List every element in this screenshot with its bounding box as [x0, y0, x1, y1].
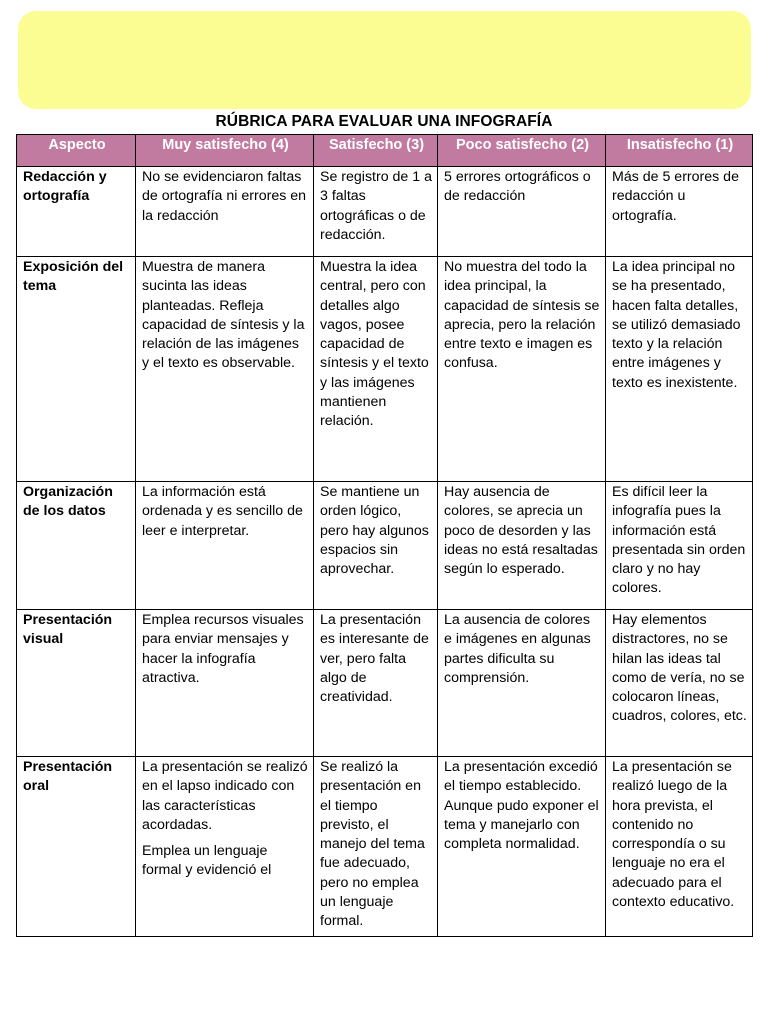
row-aspect: Presentación oral: [17, 757, 136, 937]
cell-muy-satisfecho: Emplea recursos visuales para enviar mensajes y hacer la infografía atractiva.: [136, 610, 314, 757]
cell-paragraph: La presentación se realizó en el lapso indicado con las características acordadas.: [142, 759, 308, 833]
cell-insatisfecho: La presentación se realizó luego de la hora prevista, el contenido no correspondía o su lenguaje no era el adecuado para el contexto educativo.: [606, 757, 753, 937]
cell-paragraph: Emplea un lenguaje formal y evidenció el: [142, 843, 272, 879]
rubric-table: [16, 134, 753, 937]
row-aspect: Exposición del tema: [17, 257, 136, 482]
cell-poco-satisfecho: No muestra del todo la idea principal, la capacidad de síntesis se aprecia, pero la relación entre texto e imagen es confusa.: [438, 257, 606, 482]
cell-satisfecho: Se realizó la presentación en el tiempo previsto, el manejo del tema fue adecuado, pero no emplea un lenguaje formal.: [314, 757, 438, 937]
header-banner: [18, 11, 751, 109]
cell-poco-satisfecho: 5 errores ortográficos o de redacción: [438, 167, 606, 257]
cell-muy-satisfecho: No se evidenciaron faltas de ortografía ni errores en la redacción: [136, 167, 314, 257]
header-muy-satisfecho: Muy satisfecho (4): [136, 135, 314, 167]
cell-insatisfecho: Más de 5 errores de redacción u ortografía.: [606, 167, 753, 257]
cell-insatisfecho: Hay elementos distractores, no se hilan las ideas tal como de vería, no se colocaron líneas, cuadros, colores, etc.: [606, 610, 753, 757]
cell-satisfecho: Muestra la idea central, pero con detalles algo vagos, posee capacidad de síntesis y el texto y las imágenes mantienen relación.: [314, 257, 438, 482]
table-row: [17, 610, 753, 757]
table-row: [17, 257, 753, 482]
table-row: [17, 757, 753, 937]
table-header-row: [17, 135, 753, 167]
cell-poco-satisfecho: Hay ausencia de colores, se aprecia un poco de desorden y las ideas no está resaltadas según lo esperado.: [438, 482, 606, 610]
row-aspect: Organización de los datos: [17, 482, 136, 610]
page-title: RÚBRICA PARA EVALUAR UNA INFOGRAFÍA: [215, 113, 553, 130]
row-aspect: Presentación visual: [17, 610, 136, 757]
header-insatisfecho: Insatisfecho (1): [606, 135, 753, 167]
cell-insatisfecho: Es difícil leer la infografía pues la información está presentada sin orden claro y no hay colores.: [606, 482, 753, 610]
cell-muy-satisfecho: Muestra de manera sucinta las ideas planteadas. Refleja capacidad de síntesis y la relación de las imágenes y el texto es observable.: [136, 257, 314, 482]
table-row: [17, 167, 753, 257]
cell-muy-satisfecho: La información está ordenada y es sencillo de leer e interpretar.: [136, 482, 314, 610]
cell-insatisfecho: La idea principal no se ha presentado, hacen falta detalles, se utilizó demasiado texto y la relación entre imágenes y texto es inexistente.: [606, 257, 753, 482]
cell-muy-satisfecho: [136, 757, 314, 937]
cell-poco-satisfecho: La ausencia de colores e imágenes en algunas partes dificulta su comprensión.: [438, 610, 606, 757]
header-aspecto: Aspecto: [17, 135, 136, 167]
row-aspect: Redacción y ortografía: [17, 167, 136, 257]
header-satisfecho: Satisfecho (3): [314, 135, 438, 167]
cell-satisfecho: Se registro de 1 a 3 faltas ortográficas o de redacción.: [314, 167, 438, 257]
table-row: [17, 482, 753, 610]
cell-satisfecho: La presentación es interesante de ver, pero falta algo de creatividad.: [314, 610, 438, 757]
header-poco-satisfecho: Poco satisfecho (2): [438, 135, 606, 167]
cell-poco-satisfecho: La presentación excedió el tiempo establecido. Aunque pudo exponer el tema y manejarlo con completa normalidad.: [438, 757, 606, 937]
cell-satisfecho: Se mantiene un orden lógico, pero hay algunos espacios sin aprovechar.: [314, 482, 438, 610]
